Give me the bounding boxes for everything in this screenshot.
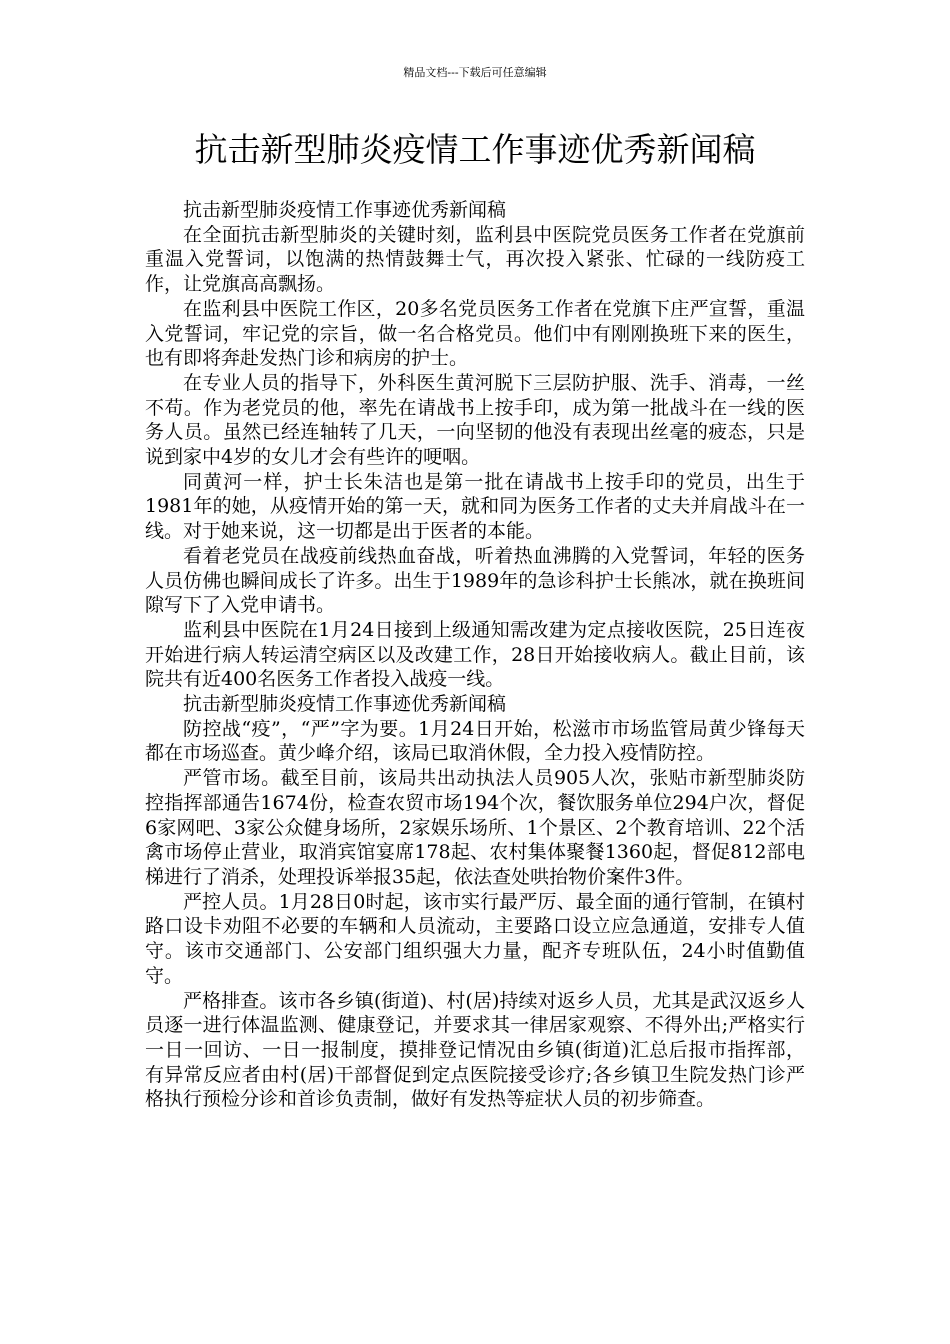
paragraph: 抗击新型肺炎疫情工作事迹优秀新闻稿 <box>183 693 507 716</box>
page-title: 抗击新型肺炎疫情工作事迹优秀新闻稿 <box>194 130 756 169</box>
article-body <box>145 198 805 1112</box>
paragraph: 看着老党员在战疫前线热血奋战，听着热血沸腾的入党誓词，年轻的医务人员仿佛也瞬间成长了许多。出生于1989年的急诊科护士长熊冰，就在换班间隙写下了入党申请书。 <box>145 544 805 617</box>
paragraph: 严控人员。1月28日0时起，该市实行最严厉、最全面的通行管制，在镇村路口设卡劝阻不必要的车辆和人员流动，主要路口设立应急通道，安排专人值守。该市交通部门、公安部门组织强大力量，配齐专班队伍，24小时值勤值守。 <box>145 890 805 987</box>
paragraph: 严管市场。截至目前，该局共出动执法人员905人次，张贴市新型肺炎防控指挥部通告1674份，检查农贸市场194个次，餐饮服务单位294户次，督促6家网吧、3家公众健身场所，2家娱乐场所、1个景区、2个教育培训、22个活禽市场停止营业，取消宾馆宴席178起、农村集体聚餐1360起，督促812部电梯进行了消杀，处理投诉举报35起，依法查处哄抬物价案件3件。 <box>145 767 805 888</box>
paragraph: 同黄河一样，护士长朱洁也是第一批在请战书上按手印的党员，出生于1981年的她，从疫情开始的第一天，就和同为医务工作者的丈夫并肩战斗在一线。对于她来说，这一切都是出于医者的本能。 <box>145 470 805 543</box>
header-note: 精品文档---下载后可任意编辑 <box>403 66 547 79</box>
paragraph: 在全面抗击新型肺炎的关键时刻，监利县中医院党员医务工作者在党旗前重温入党誓词，以饱满的热情鼓舞士气，再次投入紧张、忙碌的一线防疫工作，让党旗高高飘扬。 <box>145 223 805 296</box>
paragraph: 抗击新型肺炎疫情工作事迹优秀新闻稿 <box>183 199 507 221</box>
paragraph: 在专业人员的指导下，外科医生黄河脱下三层防护服、洗手、消毒，一丝不苟。作为老党员的他，率先在请战书上按手印，成为第一批战斗在一线的医务人员。虽然已经连轴转了几天，一向坚韧的他没有表现出丝毫的疲态，只是说到家中4岁的女儿才会有些许的哽咽。 <box>145 371 805 469</box>
paragraph: 严格排查。该市各乡镇(街道)、村(居)持续对返乡人员，尤其是武汉返乡人员逐一进行体温监测、健康登记，并要求其一律居家观察、不得外出;严格实行一日一回访、一日一报制度，摸排登记情况由乡镇(街道)汇总后报市指挥部，有异常反应者由村(居)干部督促到定点医院接受诊疗;各乡镇卫生院发热门诊严格执行预检分诊和首诊负责制，做好有发热等症状人员的初步筛查。 <box>145 989 805 1111</box>
paragraph: 监利县中医院在1月24日接到上级通知需改建为定点接收医院，25日连夜开始进行病人转运清空病区以及改建工作，28日开始接收病人。截止目前，该院共有近400名医务工作者投入战疫一线。 <box>145 618 805 691</box>
paragraph: 在监利县中医院工作区，20多名党员医务工作者在党旗下庄严宣誓，重温入党誓词，牢记党的宗旨，做一名合格党员。他们中有刚刚换班下来的医生，也有即将奔赴发热门诊和病房的护士。 <box>145 297 805 370</box>
paragraph: 防控战“疫”，“严”字为要。1月24日开始，松滋市市场监管局黄少锋每天都在市场巡查。黄少峰介绍，该局已取消休假，全力投入疫情防控。 <box>145 717 805 765</box>
